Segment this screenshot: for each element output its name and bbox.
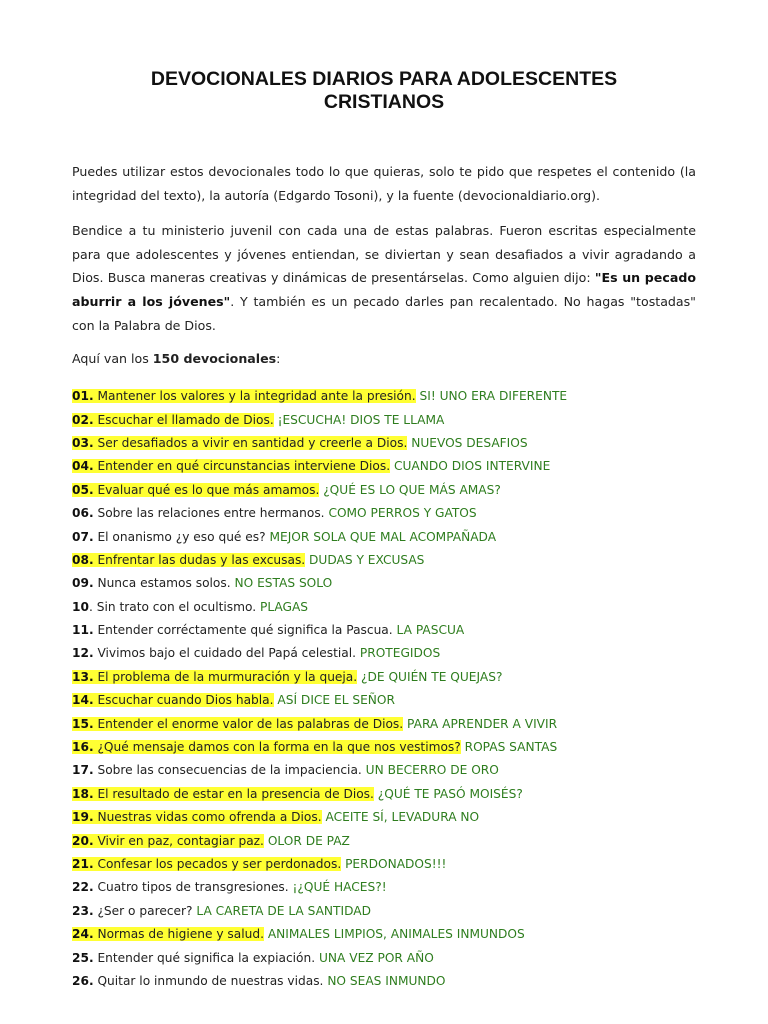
item-title-link[interactable]: ¡¿QUÉ HACES?! — [292, 880, 387, 895]
item-marked-text — [72, 740, 461, 754]
item-marked-text — [72, 413, 274, 427]
list-item — [72, 830, 696, 853]
item-marked-text — [72, 693, 274, 707]
item-title-link[interactable]: NUEVOS DESAFIOS — [411, 435, 528, 450]
intro-paragraph-2-text-b: . Y también es un pecado darles pan recalentado. No hagas "tostadas" con la Palabra de Dios. — [72, 293, 696, 333]
item-number: 08. — [72, 552, 94, 567]
item-marked-text — [72, 436, 407, 450]
list-lead — [72, 349, 696, 369]
list-item — [72, 713, 696, 736]
item-title-link[interactable]: UN BECERRO DE ORO — [365, 763, 499, 778]
list-item — [72, 783, 696, 806]
item-marked-text — [72, 459, 390, 473]
item-title-link[interactable]: DUDAS Y EXCUSAS — [309, 552, 425, 567]
devotional-list — [72, 385, 696, 993]
intro-quote: "Es un pecado aburrir a los jóvenes" — [72, 270, 696, 309]
list-item — [72, 853, 696, 876]
item-description: El onanismo ¿y eso qué es? — [97, 529, 266, 544]
item-number: 23. — [72, 903, 94, 918]
item-number: 19. — [72, 810, 94, 825]
item-marked-text — [72, 646, 356, 660]
item-title-link[interactable]: OLOR DE PAZ — [267, 833, 350, 848]
item-description: Entender en qué circunstancias interviene Dios. — [97, 459, 391, 474]
list-item — [72, 502, 696, 525]
item-description: Evaluar qué es lo que más amamos. — [97, 482, 320, 497]
item-title-link[interactable]: SI! UNO ERA DIFERENTE — [419, 389, 568, 404]
item-number: 25. — [72, 950, 94, 965]
list-item — [72, 900, 696, 923]
item-title-link[interactable]: LA CARETA DE LA SANTIDAD — [196, 903, 371, 918]
item-description: El problema de la murmuración y la queja. — [97, 669, 358, 684]
list-item — [72, 432, 696, 455]
item-description: Ser desafiados a vivir en santidad y creerle a Dios. — [97, 435, 408, 450]
item-description: Enfrentar las dudas y las excusas. — [97, 552, 306, 567]
list-item — [72, 759, 696, 782]
item-title-link[interactable]: ¿QUÉ TE PASÓ MOISÉS? — [377, 786, 523, 801]
item-description: Confesar los pecados y ser perdonados. — [97, 856, 342, 871]
item-title-link[interactable]: UNA VEZ POR AÑO — [318, 950, 434, 965]
item-description: Normas de higiene y salud. — [97, 927, 264, 942]
item-marked-text — [72, 389, 416, 403]
item-title-link[interactable]: ASÍ DICE EL SEÑOR — [277, 693, 395, 708]
item-title-link[interactable]: ¡ESCUCHA! DIOS TE LLAMA — [277, 412, 445, 427]
list-item — [72, 572, 696, 595]
item-marked-text — [72, 576, 231, 590]
item-title-link[interactable]: PERDONADOS!!! — [345, 856, 447, 871]
item-number: 22. — [72, 880, 94, 895]
list-item — [72, 947, 696, 970]
list-item — [72, 619, 696, 642]
item-title-link[interactable]: PLAGAS — [259, 599, 309, 614]
list-item — [72, 923, 696, 946]
item-title-link[interactable]: PROTEGIDOS — [359, 646, 441, 661]
item-description: Escuchar cuando Dios habla. — [97, 693, 274, 708]
list-item — [72, 385, 696, 408]
item-marked-text — [72, 857, 341, 871]
item-title-link[interactable]: CUANDO DIOS INTERVINE — [393, 459, 551, 474]
list-item — [72, 526, 696, 549]
item-title-link[interactable]: ROPAS SANTAS — [464, 740, 558, 755]
item-title-link[interactable]: MEJOR SOLA QUE MAL ACOMPAÑADA — [269, 529, 497, 544]
intro-paragraph-2-text-a: Bendice a tu ministerio juvenil con cada una de estas palabras. Fueron escritas especialmente para que adolescentes y jóvenes entiendan, se diviertan y sean desafiados a vivir agradando a Dios. Busca maneras creativas y dinámicas de presentárselas. Como alguien dijo: — [72, 223, 696, 286]
item-description: Entender corréctamente qué significa la Pascua. — [97, 623, 393, 638]
item-number: 20. — [72, 833, 94, 848]
item-description: . Sin trato con el ocultismo. — [88, 599, 257, 614]
item-marked-text — [72, 763, 362, 777]
item-description: ¿Qué mensaje damos con la forma en la que nos vestimos? — [97, 740, 461, 755]
list-item — [72, 642, 696, 665]
item-number: 18. — [72, 786, 94, 801]
item-number: 11. — [72, 623, 94, 638]
item-description: Quitar lo inmundo de nuestras vidas. — [97, 973, 324, 988]
item-number: 04. — [72, 459, 94, 474]
item-number: 03. — [72, 435, 94, 450]
item-description: Nunca estamos solos. — [97, 576, 231, 591]
item-marked-text — [72, 600, 256, 614]
item-marked-text — [72, 904, 193, 918]
list-item — [72, 479, 696, 502]
item-number: 16. — [72, 740, 94, 755]
item-number: 07. — [72, 529, 94, 544]
intro-paragraph-2 — [72, 219, 696, 337]
item-title-link[interactable]: NO SEAS INMUNDO — [327, 973, 446, 988]
list-item — [72, 455, 696, 478]
list-item — [72, 806, 696, 829]
list-item — [72, 596, 696, 619]
item-description: Cuatro tipos de transgresiones. — [97, 880, 289, 895]
list-item — [72, 876, 696, 899]
item-description: Entender qué significa la expiación. — [97, 950, 316, 965]
item-description: Vivimos bajo el cuidado del Papá celestial. — [97, 646, 357, 661]
item-number: 21. — [72, 856, 94, 871]
item-title-link[interactable]: ¿QUÉ ES LO QUE MÁS AMAS? — [323, 482, 501, 497]
list-item — [72, 666, 696, 689]
title-line-2: CRISTIANOS — [323, 91, 445, 113]
item-description: Vivir en paz, contagiar paz. — [97, 833, 264, 848]
intro-section — [72, 160, 696, 369]
item-number: 09. — [72, 576, 94, 591]
item-marked-text — [72, 530, 266, 544]
item-title-link[interactable]: LA PASCUA — [396, 623, 465, 638]
item-number: 24. — [72, 927, 94, 942]
item-marked-text — [72, 483, 319, 497]
list-item — [72, 970, 696, 993]
item-title-link[interactable]: PARA APRENDER A VIVIR — [407, 716, 558, 731]
item-title-link[interactable]: ¿DE QUIÉN TE QUEJAS? — [361, 669, 503, 684]
item-description: El resultado de estar en la presencia de Dios. — [97, 786, 374, 801]
title-line-1: DEVOCIONALES DIARIOS PARA ADOLESCENTES — [150, 68, 618, 90]
item-number: 14. — [72, 693, 94, 708]
item-number: 15. — [72, 716, 94, 731]
item-marked-text — [72, 810, 322, 824]
item-marked-text — [72, 880, 289, 894]
item-number: 12. — [72, 646, 94, 661]
item-title-link[interactable]: COMO PERROS Y GATOS — [328, 506, 477, 521]
item-marked-text — [72, 834, 264, 848]
item-marked-text — [72, 670, 357, 684]
item-marked-text — [72, 974, 323, 988]
item-description: Nuestras vidas como ofrenda a Dios. — [97, 810, 322, 825]
item-marked-text — [72, 787, 374, 801]
list-item — [72, 409, 696, 432]
list-lead-count: 150 devocionales — [152, 351, 277, 367]
item-number: 06. — [72, 506, 94, 521]
item-title-link[interactable]: ANIMALES LIMPIOS, ANIMALES INMUNDOS — [267, 927, 525, 942]
item-marked-text — [72, 927, 264, 941]
list-lead-text-b: : — [276, 351, 281, 367]
intro-paragraph-1: Puedes utilizar estos devocionales todo lo que quieras, solo te pido que respetes el contenido (la integridad del texto), la autoría (Edgardo Tosoni), y la fuente (devocionaldiario.org). — [72, 164, 696, 203]
item-number: 10 — [72, 599, 89, 614]
list-item — [72, 549, 696, 572]
item-description: ¿Ser o parecer? — [97, 903, 193, 918]
item-number: 02. — [72, 412, 94, 427]
item-title-link[interactable]: NO ESTAS SOLO — [234, 576, 333, 591]
item-number: 26. — [72, 973, 94, 988]
item-number: 17. — [72, 763, 94, 778]
item-marked-text — [72, 553, 305, 567]
list-item — [72, 689, 696, 712]
item-description: Sobre las relaciones entre hermanos. — [97, 506, 325, 521]
item-marked-text — [72, 506, 325, 520]
list-lead-text-a: Aquí van los — [72, 351, 153, 367]
item-number: 13. — [72, 669, 94, 684]
item-title-link[interactable]: ACEITE SÍ, LEVADURA NO — [325, 810, 480, 825]
item-number: 01. — [72, 389, 94, 404]
item-description: Sobre las consecuencias de la impaciencia. — [97, 763, 362, 778]
item-number: 05. — [72, 482, 94, 497]
item-marked-text — [72, 717, 403, 731]
item-marked-text — [72, 951, 315, 965]
item-description: Entender el enorme valor de las palabras de Dios. — [97, 716, 404, 731]
list-item — [72, 736, 696, 759]
item-description: Mantener los valores y la integridad ante la presión. — [97, 389, 416, 404]
document-title — [72, 0, 696, 114]
item-description: Escuchar el llamado de Dios. — [97, 412, 274, 427]
item-marked-text — [72, 623, 393, 637]
